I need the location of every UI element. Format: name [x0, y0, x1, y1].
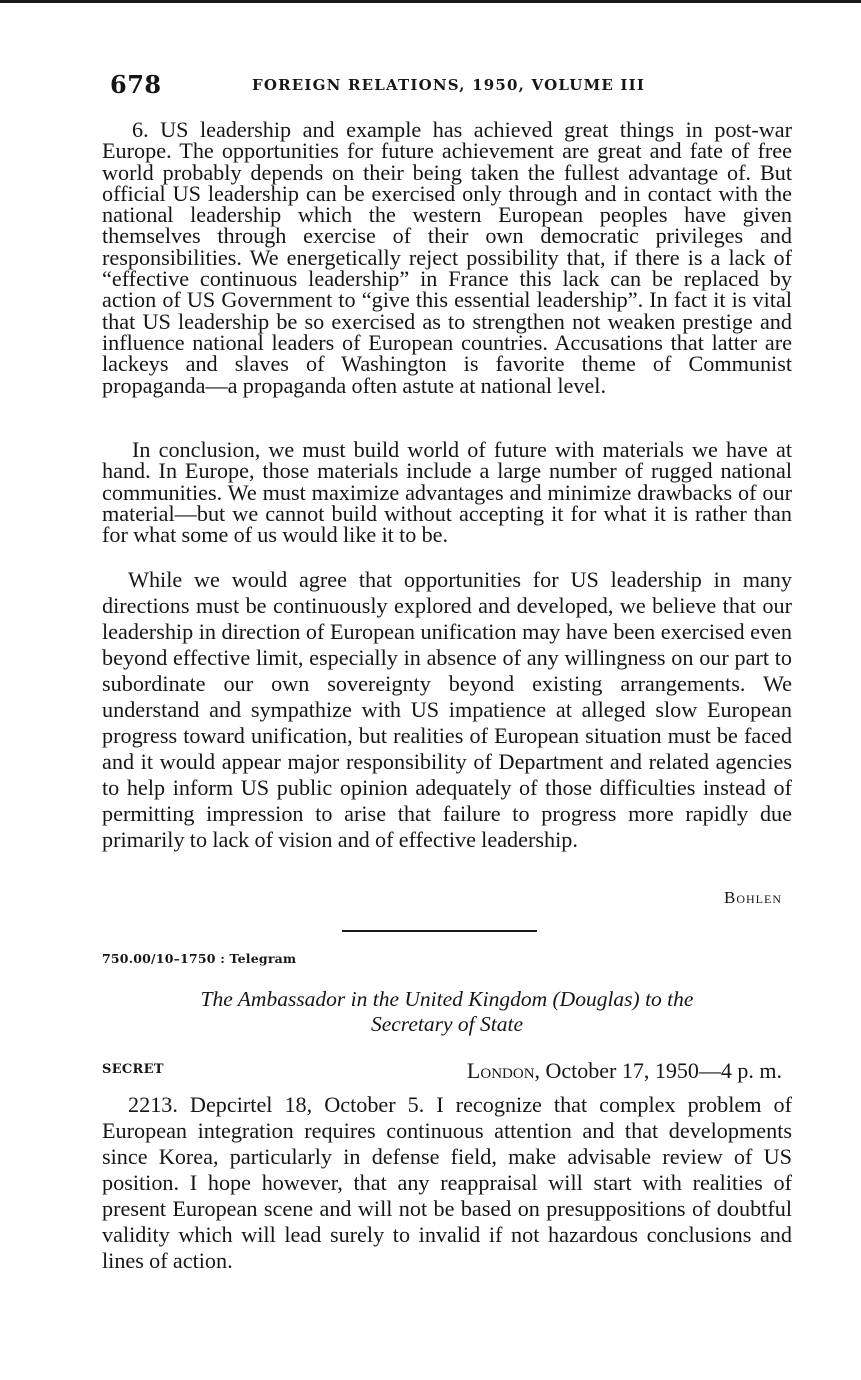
- dateline-date: October 17, 1950—4 p. m.: [540, 1058, 782, 1083]
- paragraph-6: 6. US leadership and example has achieved great things in post-war Europe. The opportunities for future achievement are great and fate of free world probably depends on their being taken the fullest advantage of. But official US leadership can be exercised only through and in contact with the national leadership which the western European peoples have given themselves through exercise of their own democratic privileges and responsibilities. We energetically reject possibility that, if there is a lack of “effective continuous leadership” in France this lack can be replaced by action of US Government to “give this essential leadership”. In fact it is vital that US leadership be so exercised as to strengthen not weaken prestige and influence national leaders of European countries. Accusations that latter are lackeys and slaves of Washington is favorite theme of Communist propaganda—a propaganda often astute at national level.: [102, 117, 792, 398]
- top-border-rule: [0, 0, 861, 3]
- document-title-line-2: Secretary of State: [370, 1012, 524, 1036]
- page-header: [110, 70, 790, 100]
- document-title-line-1: The Ambassador in the United Kingdom (Douglas) to the: [200, 987, 694, 1011]
- classification-marking: SECRET: [102, 1062, 164, 1077]
- running-head: FOREIGN RELATIONS, 1950, VOLUME III: [252, 76, 646, 94]
- page-number: 678: [110, 70, 162, 99]
- file-reference: 750.00/10–1750 : Telegram: [102, 951, 297, 966]
- paragraph-2213: 2213. Depcirtel 18, October 5. I recognize that complex problem of European integration requires continuous attention and that developments since Korea, particularly in defense field, make advisable review of US position. I hope however, that any reappraisal will start with realities of present European scene and will not be based on presuppositions of doubtful validity which will lead surely to invalid if not hazardous conclusions and lines of action.: [102, 1092, 792, 1273]
- paragraph-while: While we would agree that opportunities for US leadership in many directions must be continuously explored and developed, we believe that our leadership in direction of European unification may have been exercised even beyond effective limit, especially in absence of any willingness on our part to subordinate our own sovereignty beyond existing arrangements. We understand and sympathize with US impatience at alleged slow European progress toward unification, but realities of European situation must be faced and it would appear major responsibility of Department and related agencies to help inform US public opinion adequately of those difficulties instead of permitting impression to arise that failure to progress more rapidly due primarily to lack of vision and of effective leadership.: [102, 567, 792, 852]
- dateline: [467, 1058, 782, 1084]
- document-title: [102, 987, 792, 1037]
- dateline-place: London,: [466, 1058, 541, 1083]
- paragraph-conclusion: In conclusion, we must build world of future with materials we have at hand. In Europe, those materials include a large number of rugged national communities. We must maximize advantages and minimize drawbacks of our material—but we cannot build without accepting it for what it is rather than for what some of us would like it to be.: [102, 437, 792, 548]
- section-divider: [342, 930, 537, 932]
- signature: Bohlen: [724, 888, 782, 907]
